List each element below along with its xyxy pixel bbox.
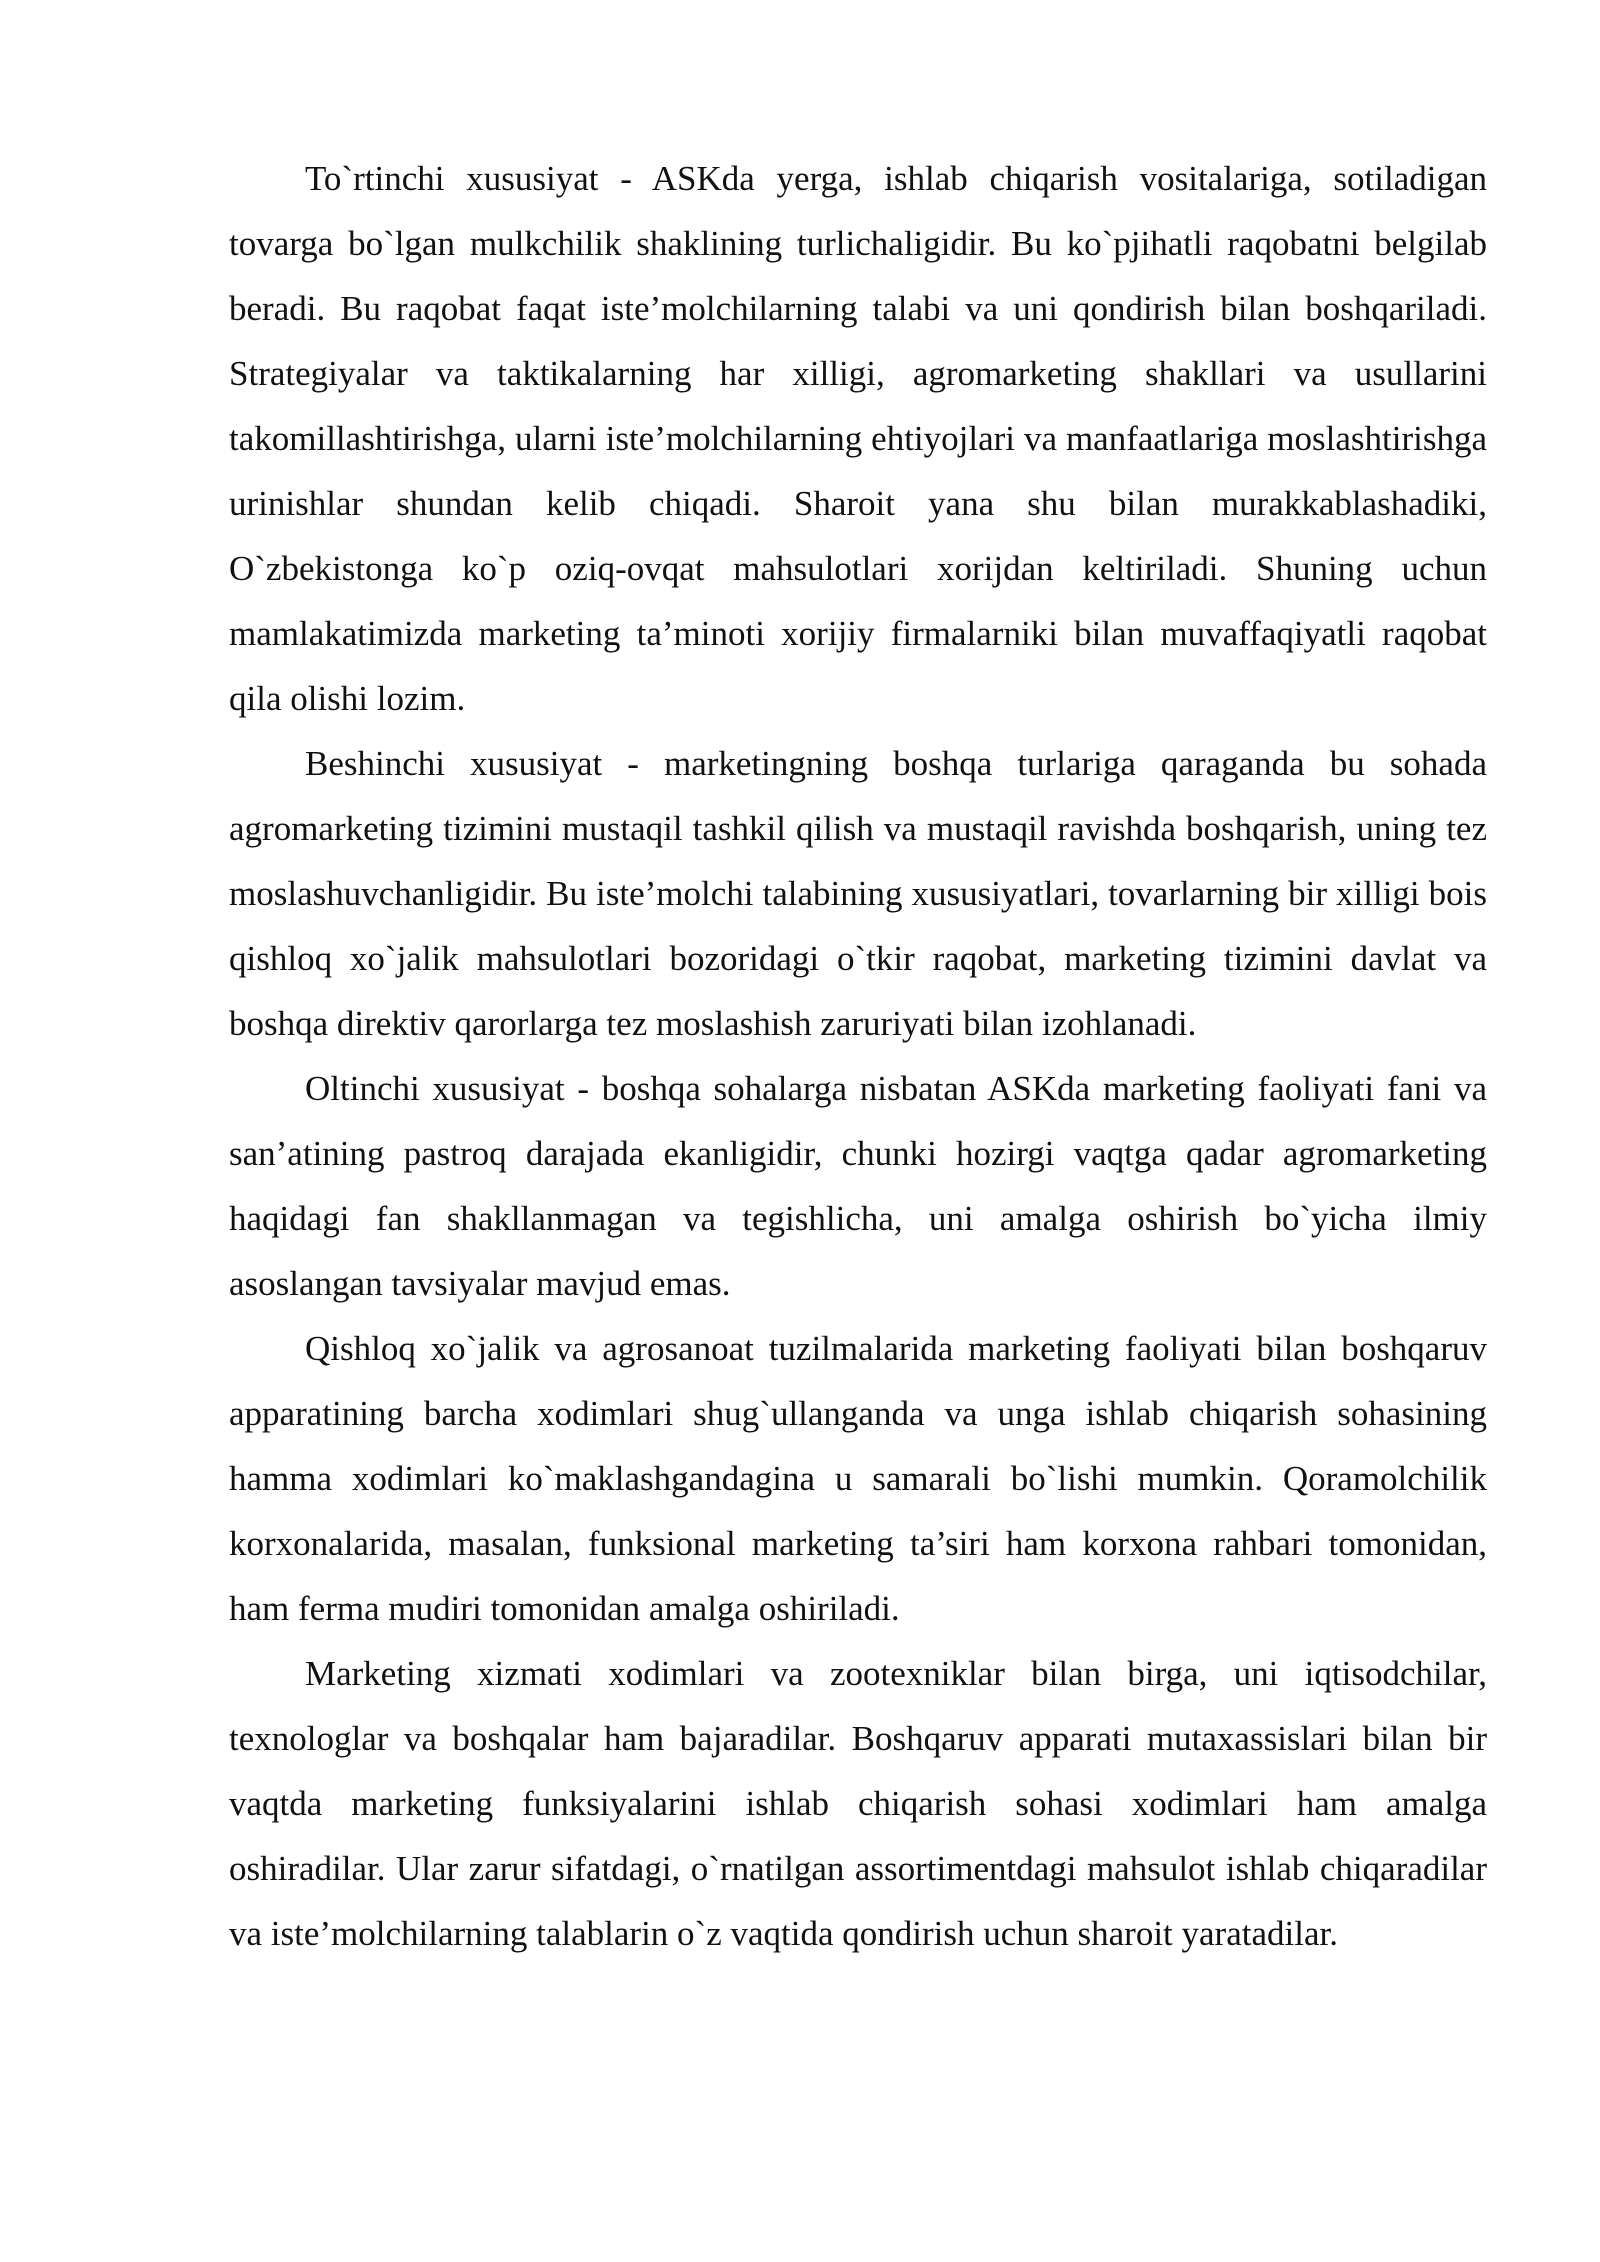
paragraph-marketing-service: Marketing xizmati xodimlari va zootexniklar bilan birga, uni iqtisodchilar, texnologlar va boshqalar ham bajaradilar. Boshqaruv apparati mutaxassislari bilan bir vaqtda marketing funksiyalarini ishlab chiqarish sohasi xodimlari ham amalga oshiradilar. Ular zarur sifatdagi, o`rnatilgan assortimentdagi mahsulot ishlab chiqaradilar va iste’molchilarning talablarin o`z vaqtida qondirish uchun sharoit yaratadilar. <box>229 1654 1487 1953</box>
paragraph-sixth-feature: Oltinchi xususiyat - boshqa sohalarga nisbatan ASKda marketing faoliyati fani va san’atining pastroq darajada ekanligidir, chunki hozirgi vaqtga qadar agromarketing haqidagi fan shakllanmagan va tegishlicha, uni amalga oshirish bo`yicha ilmiy asoslangan tavsiyalar mavjud emas. <box>229 1069 1487 1303</box>
paragraph-agro-structures: Qishloq xo`jalik va agrosanoat tuzilmalarida marketing faoliyati bilan boshqaruv apparatining barcha xodimlari shug`ullanganda va unga ishlab chiqarish sohasining hamma xodimlari ko`maklashgandagina u samarali bo`lishi mumkin. Qoramolchilik korxonalarida, masalan, funksional marketing ta’siri ham korxona rahbari tomonidan, ham ferma mudiri tomonidan amalga oshiriladi. <box>229 1329 1487 1628</box>
paragraph-fourth-feature: To`rtinchi xususiyat - ASKda yerga, ishlab chiqarish vositalariga, sotiladigan tovarga bo`lgan mulkchilik shaklining turlichaligidir. Bu ko`pjihatli raqobatni belgilab beradi. Bu raqobat faqat iste’molchilarning talabi va uni qondirish bilan boshqariladi. Strategiyalar va taktikalarning har xilligi, agromarketing shakllari va usullarini takomillashtirishga, ularni iste’molchilarning ehtiyojlari va manfaatlariga moslashtirishga urinishlar shundan kelib chiqadi. Sharoit yana shu bilan murakkablashadiki, O`zbekistonga ko`p oziq-ovqat mahsulotlari xorijdan keltiriladi. Shuning uchun mamlakatimizda marketing ta’minoti xorijiy firmalarniki bilan muvaffaqiyatli raqobat qila olishi lozim. <box>229 159 1487 718</box>
paragraph-fifth-feature: Beshinchi xususiyat - marketingning boshqa turlariga qaraganda bu sohada agromarketing tizimini mustaqil tashkil qilish va mustaqil ravishda boshqarish, uning tez moslashuvchanligidir. Bu iste’molchi talabining xususiyatlari, tovarlarning bir xilligi bois qishloq xo`jalik mahsulotlari bozoridagi o`tkir raqobat, marketing tizimini davlat va boshqa direktiv qarorlarga tez moslashish zaruriyati bilan izohlanadi. <box>229 744 1487 1043</box>
document-body <box>229 146 1487 1966</box>
